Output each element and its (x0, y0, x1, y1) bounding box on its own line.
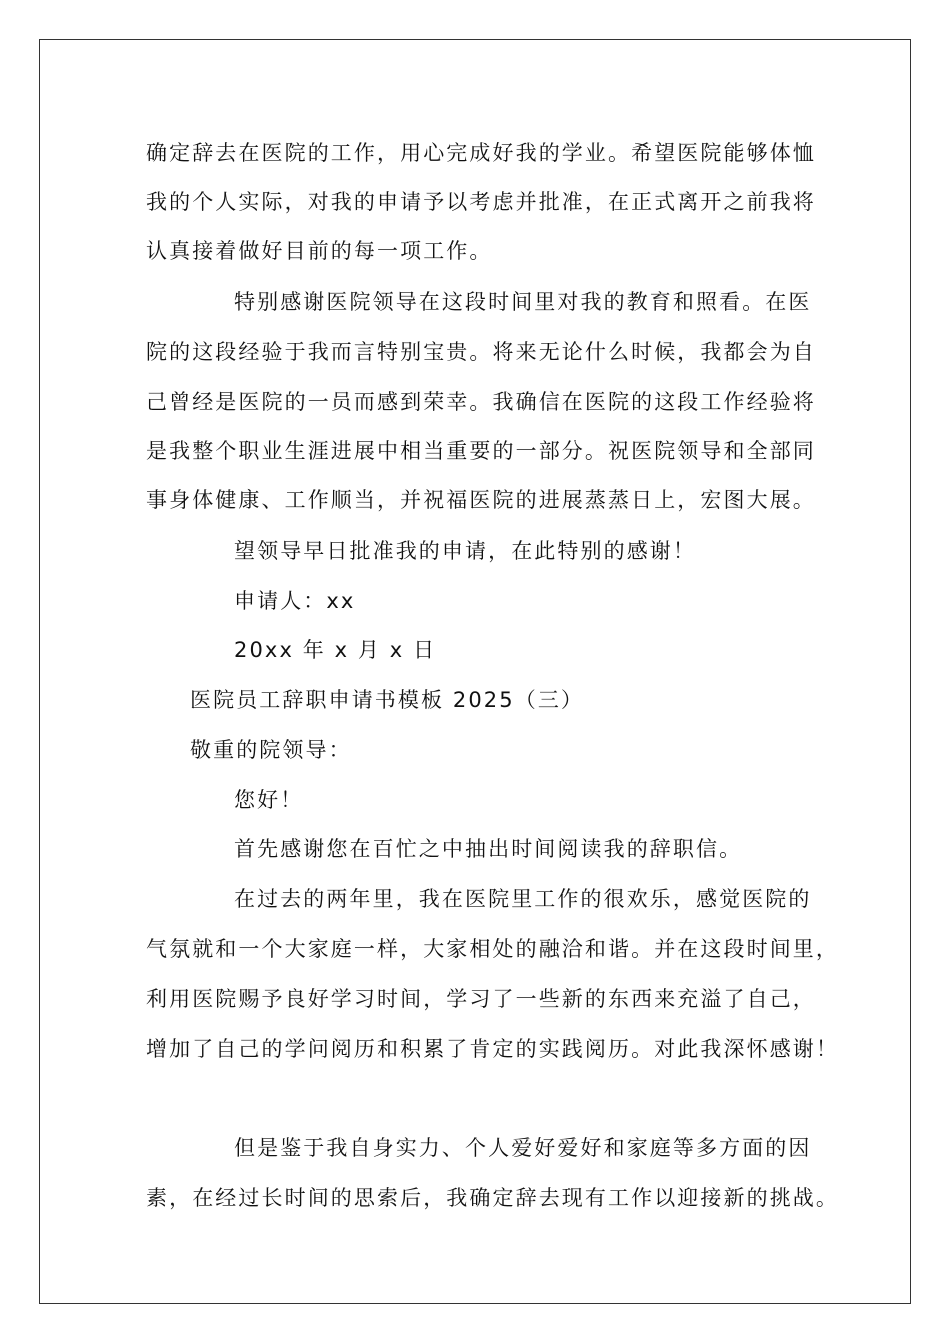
paragraph-line: 我的个人实际，对我的申请予以考虑并批准，在正式离开之前我将 (146, 190, 816, 214)
paragraph-line: 确定辞去在医院的工作，用心完成好我的学业。希望医院能够体恤 (146, 141, 816, 165)
opening-line: 首先感谢您在百忙之中抽出时间阅读我的辞职信。 (234, 837, 743, 861)
page-border (39, 39, 911, 1304)
closing-line: 望领导早日批准我的申请，在此特别的感谢！ (234, 539, 696, 563)
greeting: 您好！ (234, 788, 304, 812)
paragraph-line: 气氛就和一个大家庭一样，大家相处的融洽和谐。并在这段时间里， (146, 937, 839, 961)
applicant-line: 申请人：xx (234, 589, 356, 613)
paragraph-line: 认真接着做好目前的每一项工作。 (146, 239, 493, 263)
paragraph-line: 己曾经是医院的一员而感到荣幸。我确信在医院的这段工作经验将 (146, 390, 816, 414)
salutation: 敬重的院领导： (190, 738, 352, 762)
paragraph-line: 事身体健康、工作顺当，并祝福医院的进展蒸蒸日上，宏图大展。 (146, 488, 816, 512)
paragraph-line: 素，在经过长时间的思索后，我确定辞去现有工作以迎接新的挑战。 (146, 1186, 839, 1210)
paragraph-line: 是我整个职业生涯进展中相当重要的一部分。祝医院领导和全部同 (146, 439, 816, 463)
section-title: 医院员工辞职申请书模板 2025（三） (190, 688, 585, 712)
paragraph-line: 利用医院赐予良好学习时间，学习了一些新的东西来充溢了自己， (146, 987, 816, 1011)
paragraph-line: 在过去的两年里，我在医院里工作的很欢乐，感觉医院的 (234, 887, 812, 911)
paragraph-line: 增加了自己的学问阅历和积累了肯定的实践阅历。对此我深怀感谢！ (146, 1037, 839, 1061)
date-line: 20xx 年 x 月 x 日 (234, 638, 437, 662)
paragraph-line: 但是鉴于我自身实力、个人爱好爱好和家庭等多方面的因 (234, 1136, 812, 1160)
paragraph-line: 特别感谢医院领导在这段时间里对我的教育和照看。在医 (234, 290, 812, 314)
paragraph-line: 院的这段经验于我而言特别宝贵。将来无论什么时候，我都会为自 (146, 340, 816, 364)
